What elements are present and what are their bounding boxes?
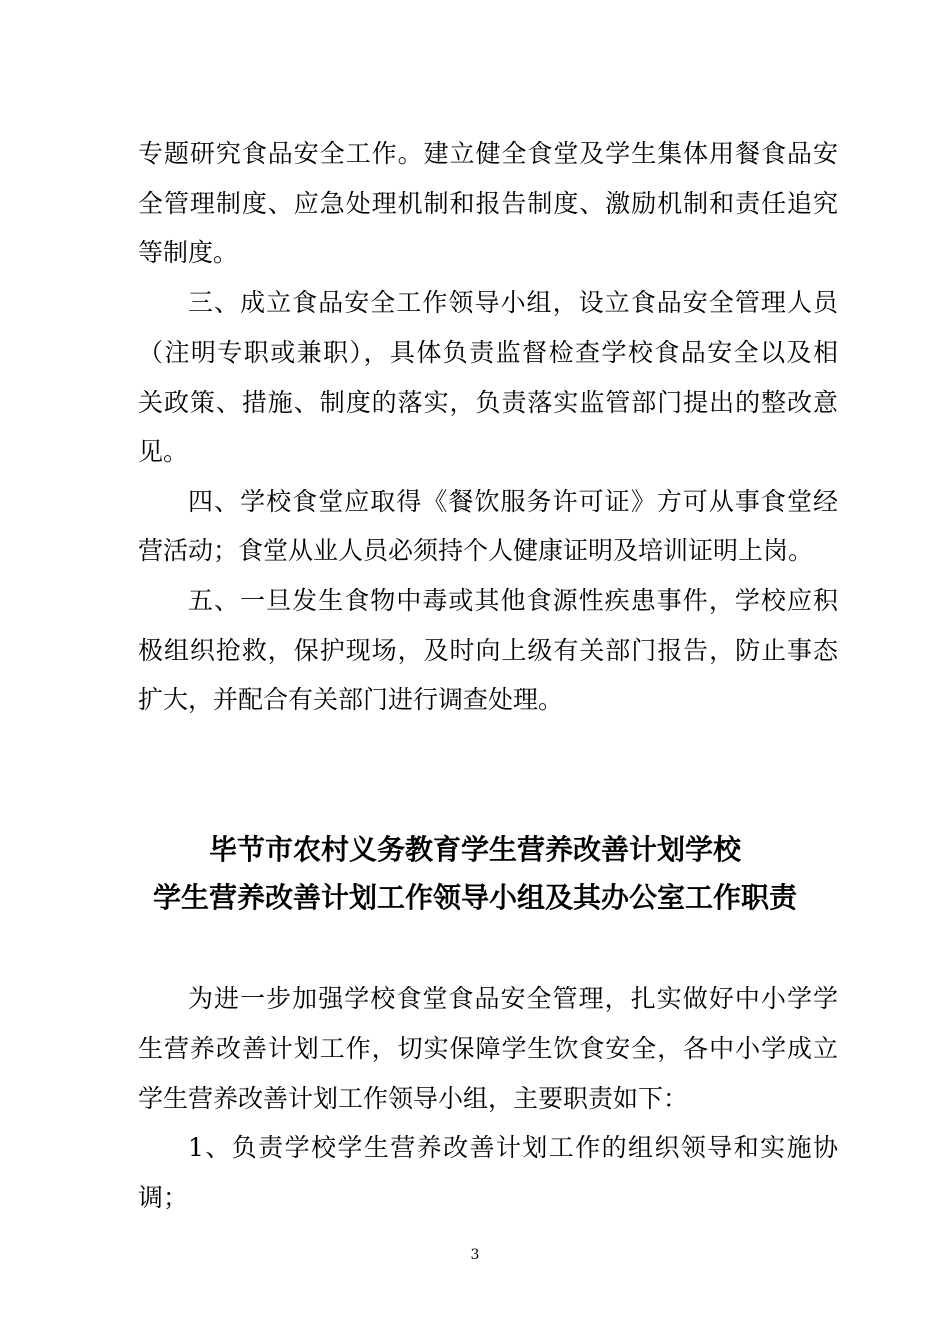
section-heading-line-2: 学生营养改善计划工作领导小组及其办公室工作职责 — [152, 881, 797, 914]
paragraph-line: 见。 — [138, 437, 189, 466]
paragraph-line: 为进一步加强学校食堂食品安全管理，扎实做好中小学学 — [188, 984, 838, 1013]
page-number: 3 — [470, 1247, 480, 1263]
paragraph-line: 极组织抢救，保护现场，及时向上级有关部门报告，防止事态 — [138, 636, 838, 665]
paragraph-line: 等制度。 — [138, 238, 239, 267]
paragraph-line: 五、一旦发生食物中毒或其他食源性疾患事件，学校应积 — [188, 586, 838, 615]
paragraph-line: 扩大，并配合有关部门进行调查处理。 — [138, 685, 564, 714]
paragraph-line: 三、成立食品安全工作领导小组，设立食品安全管理人员 — [188, 288, 838, 317]
paragraph-line: 调； — [138, 1183, 189, 1212]
paragraph-line: 生营养改善计划工作，切实保障学生饮食安全，各中小学成立 — [138, 1034, 838, 1063]
paragraph-line: 学生营养改善计划工作领导小组，主要职责如下： — [138, 1084, 689, 1113]
paragraph-line: 专题研究食品安全工作。建立健全食堂及学生集体用餐食品安 — [138, 139, 838, 168]
paragraph-line: 营活动；食堂从业人员必须持个人健康证明及培训证明上岗。 — [138, 536, 814, 565]
paragraph-line: 1、负责学校学生营养改善计划工作的组织领导和实施协 — [188, 1133, 838, 1162]
paragraph-line: 全管理制度、应急处理机制和报告制度、激励机制和责任追究 — [138, 189, 838, 218]
paragraph-line: 四、学校食堂应取得《餐饮服务许可证》方可从事食堂经 — [188, 487, 838, 516]
paragraph-line: （注明专职或兼职），具体负责监督检查学校食品安全以及相 — [138, 338, 838, 367]
paragraph-line: 关政策、措施、制度的落实，负责落实监管部门提出的整改意 — [138, 388, 838, 417]
section-heading-line-1: 毕节市农村义务教育学生营养改善计划学校 — [208, 833, 741, 866]
